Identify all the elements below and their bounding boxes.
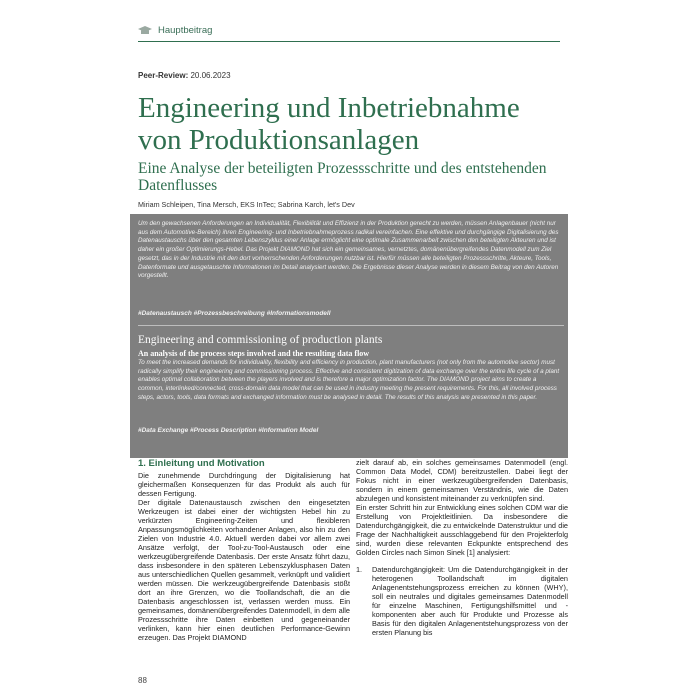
list-item bbox=[356, 565, 568, 637]
paragraph: Der digitale Datenaustausch zwischen den eingesetzten Werkzeugen ist dabei einer der wichtigsten Hebel hin zu verkürzten Engineering-Zeiten und flexibleren Anpassungsmöglichkeiten vorhandener Anlagen, also hin zu den Zielen von Industrie 4.0. Aktuell werden dabei vor allem zwei Ansätze verfolgt, der Tool-zu-Tool-Austausch oder eine werkzeugübergreifende Datenbasis. Der erste Ansatz führt dazu, dass insbesondere in den späteren Lebenszyklusphasen Daten aus unterschiedlichen Quellen gesammelt, verknüpft und validiert werden müssen. Die werkzeugübergreifende Datenbasis stößt dort an ihre Grenzen, wo die Toollandschaft, die an die Datenbasis angeschlossen ist, verlassen werden muss. Ein gemeinsames, domänenübergreifendes Datenmodell, in dem alle Prozessschritte ihre Daten einbetten und gegeneinander verlinken, kann hier einen deutlichen Performance-Gewinn erzeugen. Das Projekt DIAMOND bbox=[138, 498, 350, 642]
english-subtitle: An analysis of the process steps involved and the resulting data flow bbox=[138, 349, 370, 358]
article-title: Engineering und Inbetriebnahme von Produktionsanlagen bbox=[138, 92, 520, 156]
keywords-english: #Data Exchange #Process Description #Information Model bbox=[138, 427, 319, 434]
abstract-box bbox=[130, 214, 568, 458]
paragraph: zielt darauf ab, ein solches gemeinsames Datenmodell (engl. Common Data Model, CDM) bereitzustellen. Dabei liegt der Fokus nicht in einer werkzeugübergreifenden Datenbasis, sondern in einem gemeinsamen Verständnis, wie die Daten abzulegen und konsistent miteinander zu verknüpfen sind. bbox=[356, 458, 568, 503]
english-title: Engineering and commissioning of production plants bbox=[138, 334, 383, 346]
section-label: Hauptbeitrag bbox=[158, 25, 213, 36]
peer-review-date: 20.06.2023 bbox=[190, 71, 231, 80]
peer-review-label: Peer-Review: bbox=[138, 71, 189, 80]
section-header bbox=[138, 20, 560, 42]
abstract-english: To meet the increased demands for individuality, flexibility and efficiency in production, plant manufacturers (not only from the automotive sector) must radically simplify their engineering and commissioning process. Effective and consistent digitization of data exchange over the entire life cycle of a plant enables optimal collaboration between the players involved and is therefore a major optimization factor. The DIAMOND project aims to create a common, interlinked/connected, cross-domain data model that can be used in industry meeting the present requirements. For this, all involved process steps, actors, tools, data formats and exchanged information must be analysed in detail. The results of this analysis are presented in this paper. bbox=[138, 359, 560, 401]
peer-review-line bbox=[138, 71, 231, 80]
abstract-divider bbox=[138, 325, 564, 326]
list-text: Datendurchgängigkeit: Um die Datendurchgängigkeit in der heterogenen Toollandschaft im digitalen Anlagenentstehungsprozess erreichen zu können (WHY), soll ein neutrales und digitales gemeinsames Datenmodell für einzelne Maschinen, Fertigungshilfsmittel und -komponenten aber auch für Produkte und Prozesse als Basis für den digitalen Anlagenentstehungsprozess von der ersten Planung bis bbox=[372, 565, 568, 637]
graduation-cap-icon bbox=[138, 26, 152, 36]
paragraph: Ein erster Schritt hin zur Entwicklung eines solchen CDM war die Erstellung von Projektleitlinien. Da insbesondere die Datendurchgängigkeit, die zu entwickelnde Datenstruktur und die Frage der Nachhaltigkeit ausschlaggebend für den Projekterfolg sind, wurden diese relevanten Eckpunkte entsprechend des Golden Circles nach Simon Sinek [1] analysiert: bbox=[356, 503, 568, 557]
keywords-german: #Datenaustausch #Prozessbeschreibung #Informationsmodell bbox=[138, 310, 331, 317]
list-number: 1. bbox=[356, 565, 363, 574]
authors: Miriam Schleipen, Tina Mersch, EKS InTec; Sabrina Karch, let's Dev bbox=[138, 200, 355, 209]
body-column-left bbox=[138, 458, 350, 642]
page-number: 88 bbox=[138, 676, 147, 685]
abstract-german: Um den gewachsenen Anforderungen an Individualität, Flexibilität und Effizienz in der Produktion gerecht zu werden, müssen Anlagenbauer (nicht nur aus dem Automotive-Bereich) ihren Engineering- und Inbetriebnahmeprozess radikal vereinfachen. Eine effektive und durchgängige Digitalisierung des Datenaustauschs über den gesamten Lebenszyklus einer Anlage ermöglicht eine optimale Zusammenarbeit zwischen den beteiligten Akteuren und ist daher ein großer Optimierungs-Hebel. Das Projekt DIAMOND hat sich ein gemeinsames, vernetztes, domänenübergreifendes Datenmodell zum Ziel gesetzt, das in der Industrie mit den dort vorherrschenden Anforderungen nutzbar ist. Hierfür müssen alle beteiligten Prozessschritte, Akteure, Tools, Datenformate und ausgetauschte Informationen im Detail analysiert werden. Die Ergebnisse dieser Analyse werden in diesem Beitrag von den Autoren vorgestellt. bbox=[138, 220, 559, 280]
paragraph: Die zunehmende Durchdringung der Digitalisierung hat gleichermaßen Konsequenzen für das Produkt als auch für dessen Fertigung. bbox=[138, 471, 350, 498]
body-column-right bbox=[356, 458, 568, 637]
article-subtitle: Eine Analyse der beteiligten Prozessschritte und des entstehenden Datenflusses bbox=[138, 160, 547, 194]
section-heading: 1. Einleitung und Motivation bbox=[138, 458, 265, 469]
